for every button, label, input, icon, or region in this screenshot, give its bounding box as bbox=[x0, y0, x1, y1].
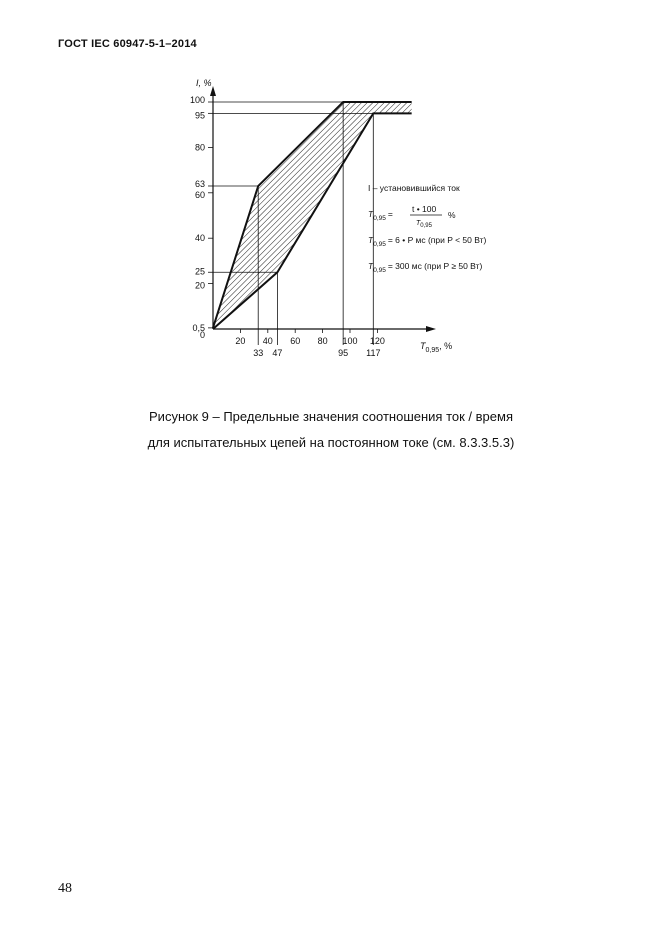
legend-unit: % bbox=[448, 210, 456, 220]
x-axis-label: $T_{0,95}$, % bbox=[420, 341, 453, 354]
x-tick-label-5: 120 bbox=[369, 336, 385, 346]
legend-fraction-den: $T_{0,95}$ bbox=[416, 220, 432, 229]
x-tick-label-4: 100 bbox=[342, 336, 358, 346]
x-point-label-3: 117 bbox=[366, 348, 381, 358]
caption-line-1: Рисунок 9 – Предельные значения соотношения ток / время bbox=[149, 409, 513, 424]
y-tick-label-5: 40 bbox=[194, 233, 205, 244]
legend-fraction-num: t • 100 bbox=[412, 204, 437, 214]
x-point-label-2: 95 bbox=[338, 348, 349, 358]
chart-legend bbox=[368, 183, 487, 274]
y-tick-label-2: 80 bbox=[194, 142, 205, 153]
current-time-chart bbox=[0, 0, 662, 400]
legend-line-1: I – установившийся ток bbox=[368, 183, 460, 193]
y-tick-label-3: 63 bbox=[194, 178, 205, 189]
legend-line-4: $T_{0,95} = 300$ мс (при P ≥ 50 Вт) bbox=[368, 261, 483, 274]
x-tick-label-2: 60 bbox=[290, 336, 301, 346]
x-axis-arrow bbox=[426, 326, 436, 332]
y-tick-label-8: 0,5 bbox=[192, 322, 205, 333]
figure-caption bbox=[0, 404, 662, 456]
x-tick-label-0: 20 bbox=[235, 336, 246, 346]
caption-line-2: для испытательных цепей на постоянном токе (см. 8.3.3.5.3) bbox=[147, 435, 515, 450]
y-tick-label-4: 60 bbox=[194, 189, 205, 200]
legend-line-2: $T_{0,95}$ = bbox=[368, 209, 393, 222]
y-tick-label-9: 0 bbox=[199, 330, 205, 340]
x-point-label-1: 47 bbox=[272, 348, 283, 358]
x-tick-label-1: 40 bbox=[262, 336, 273, 346]
page-number: 48 bbox=[58, 881, 72, 896]
y-tick-label-0: 100 bbox=[189, 95, 205, 105]
y-tick-label-6: 25 bbox=[194, 266, 205, 277]
y-axis-label: I, % bbox=[196, 78, 212, 88]
x-tick-label-3: 80 bbox=[317, 336, 328, 346]
document-header: ГОСТ IEC 60947-5-1–2014 bbox=[58, 38, 197, 50]
y-tick-label-1: 95 bbox=[194, 110, 205, 121]
y-tick-label-7: 20 bbox=[194, 280, 205, 291]
x-point-label-0: 33 bbox=[253, 348, 264, 358]
legend-line-3: $T_{0,95} = 6$ • P мс (при P < 50 Вт) bbox=[368, 235, 487, 248]
